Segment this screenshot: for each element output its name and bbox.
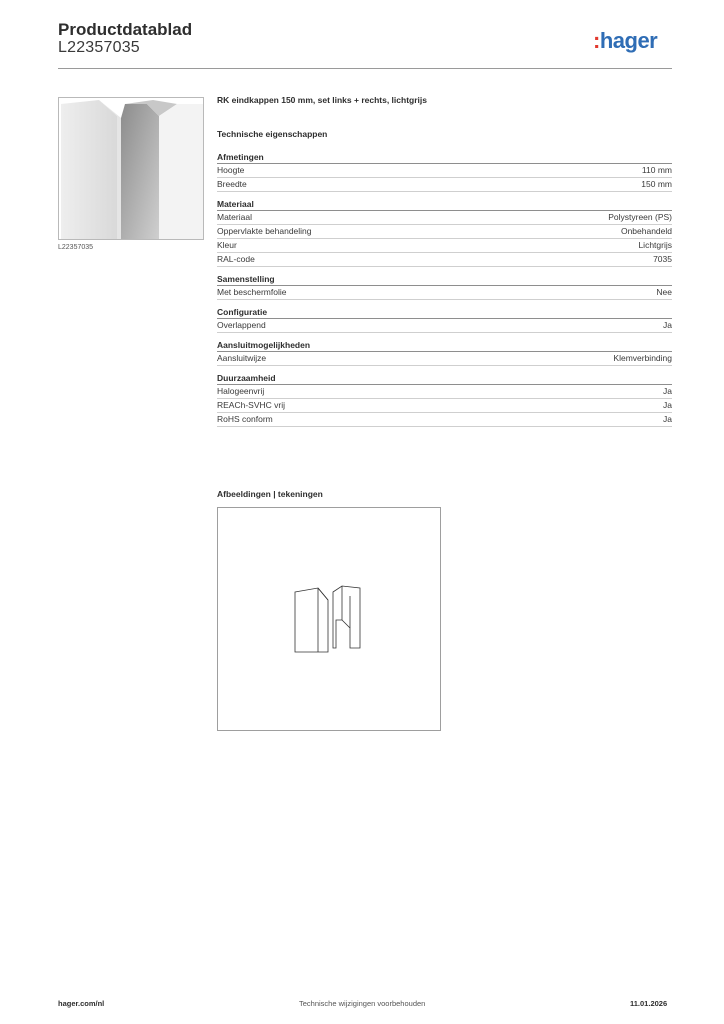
spec-group-title: Configuratie xyxy=(217,306,672,319)
logo-wordmark: hager xyxy=(599,28,658,53)
spec-label: Materiaal xyxy=(217,212,252,222)
spec-row xyxy=(217,164,672,178)
spec-label: Oppervlakte behandeling xyxy=(217,226,312,236)
spec-row xyxy=(217,239,672,253)
document-title: Productdatablad xyxy=(58,20,193,39)
product-photo xyxy=(58,97,204,240)
spec-group-title: Afmetingen xyxy=(217,151,672,164)
spec-group xyxy=(217,198,672,267)
spec-row xyxy=(217,211,672,225)
spec-group xyxy=(217,372,672,427)
spec-label: REACh-SVHC vrij xyxy=(217,400,286,410)
images-heading: Afbeeldingen | tekeningen xyxy=(217,489,323,499)
spec-value: Onbehandeld xyxy=(620,226,672,236)
spec-section xyxy=(217,95,672,433)
spec-value: 150 mm xyxy=(641,179,672,189)
spec-row xyxy=(217,286,672,300)
spec-label: RoHS conform xyxy=(217,414,273,424)
spec-value: Ja xyxy=(663,414,672,424)
spec-value: Ja xyxy=(663,386,672,396)
spec-value: Klemverbinding xyxy=(613,353,672,363)
spec-group-title: Samenstelling xyxy=(217,273,672,286)
spec-label: Breedte xyxy=(217,179,247,189)
spec-row xyxy=(217,352,672,366)
spec-group-title: Materiaal xyxy=(217,198,672,211)
spec-label: Halogeenvrij xyxy=(217,386,265,396)
spec-row xyxy=(217,178,672,192)
product-description: RK eindkappen 150 mm, set links + rechts, lichtgrijs xyxy=(217,95,427,105)
spec-group-title: Aansluitmogelijkheden xyxy=(217,339,672,352)
spec-row xyxy=(217,399,672,413)
spec-value: 7035 xyxy=(653,254,672,264)
photo-caption: L22357035 xyxy=(58,244,94,251)
spec-group xyxy=(217,273,672,300)
spec-group-title: Duurzaamheid xyxy=(217,372,672,385)
spec-label: Kleur xyxy=(217,240,237,250)
drawing-frame xyxy=(217,507,441,731)
spec-group xyxy=(217,151,672,192)
spec-row xyxy=(217,385,672,399)
spec-row xyxy=(217,225,672,239)
spec-label: Met beschermfolie xyxy=(217,287,287,297)
spec-group xyxy=(217,306,672,333)
footer-website-link[interactable]: hager.com/nl xyxy=(58,999,105,1008)
product-code: L22357035 xyxy=(58,39,140,56)
tech-properties-heading: Technische eigenschappen xyxy=(217,129,328,139)
footer-date: 11.01.2026 xyxy=(630,999,668,1008)
spec-label: Hoogte xyxy=(217,165,245,175)
spec-value: 110 mm xyxy=(641,165,672,175)
logo-colon-icon: : xyxy=(593,28,600,53)
footer-notice: Technische wijzigingen voorbehouden xyxy=(299,999,426,1008)
spec-row xyxy=(217,319,672,333)
spec-row xyxy=(217,413,672,427)
spec-value: Ja xyxy=(663,320,672,330)
spec-value: Polystyreen (PS) xyxy=(608,212,672,222)
spec-label: Aansluitwijze xyxy=(217,353,267,363)
header-divider xyxy=(58,68,672,69)
end-cap-photo-icon xyxy=(59,98,203,239)
spec-groups xyxy=(217,151,672,427)
spec-label: Overlappend xyxy=(217,320,266,330)
spec-value: Nee xyxy=(656,287,672,297)
spec-value: Lichtgrijs xyxy=(638,240,672,250)
spec-group xyxy=(217,339,672,366)
spec-row xyxy=(217,253,672,267)
end-cap-drawing-icon xyxy=(218,508,440,730)
hager-logo xyxy=(593,28,657,54)
spec-value: Ja xyxy=(663,400,672,410)
spec-label: RAL-code xyxy=(217,254,255,264)
